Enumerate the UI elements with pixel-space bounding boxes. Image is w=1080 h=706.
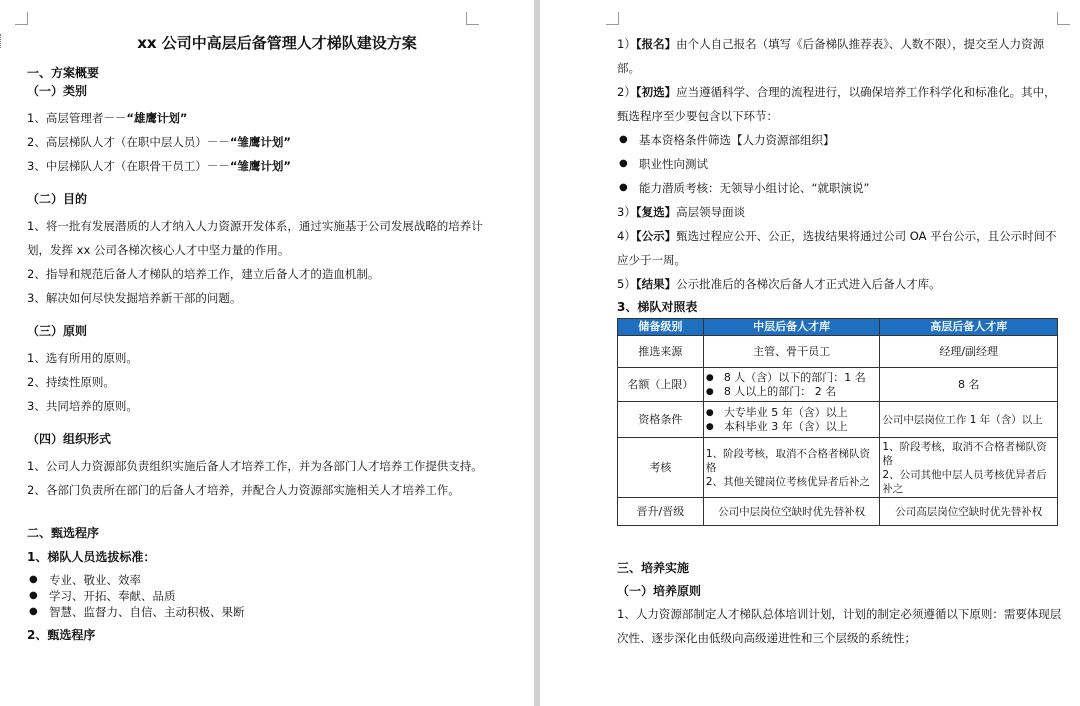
list-item: ● 职业性向测试 — [617, 152, 1062, 176]
table-cell: 公司中层岗位空缺时优先替补权 — [703, 498, 880, 526]
paragraph: 2、指导和规范后备人才梯队的培养工作，建立后备人才的造血机制。 — [27, 267, 380, 281]
table-cell: 晋升/晋级 — [618, 498, 704, 526]
cell-line: 1、阶段考核，取消不合格者梯队资格 — [705, 447, 870, 474]
paragraph: 3）【复选】高层领导面谈 — [617, 205, 746, 219]
subsection-heading: （一）培养原则 — [617, 584, 702, 598]
table-cell: 公司中层岗位工作 1 年（含）以上 — [880, 402, 1058, 438]
table-cell: 推选来源 — [618, 336, 704, 368]
paragraph: 2、各部门负责所在部门的后备人才培养，并配合人力资源部实施相关人才培养工作。 — [27, 483, 460, 497]
list-item: ● 能力潜质考核：无领导小组讨论、“就职演说” — [617, 176, 1062, 200]
subsection-heading: 1、梯队人员选拔标准： — [27, 550, 156, 564]
table-cell: 公司高层岗位空缺时优先替补权 — [880, 498, 1058, 526]
list-item: ● 本科毕业 3 年（含）以上 — [706, 420, 878, 434]
bullet-list — [27, 572, 497, 620]
table-header-cell: 中层后备人才库 — [703, 319, 880, 336]
cell-line: 2、公司其他中层人员考核优异者后补之 — [882, 468, 1047, 495]
paragraph: 2）【初选】应当遵循科学、合理的流程进行，以确保培养工作科学化和标准化。其中，甄选程序至少要包含以下环节： — [617, 85, 1056, 123]
table-cell — [703, 438, 880, 498]
page-corner-mark — [15, 12, 28, 25]
list-item: ● 8 人以上的部门： 2 名 — [706, 385, 878, 399]
bullet-list — [617, 128, 1062, 200]
section-heading: 二、甄选程序 — [27, 526, 100, 540]
list-item: ● 学习、开拓、奉献、品质 — [27, 588, 497, 604]
table-cell — [880, 438, 1058, 498]
table-cell: 名额（上限） — [618, 368, 704, 402]
paragraph: 1、公司人力资源部负责组织实施后备人才培养工作，并为各部门人才培养工作提供支持。 — [27, 459, 483, 473]
list-item: ● 智慧、监督力、自信、主动积极、果断 — [27, 604, 497, 620]
document-page-left — [0, 0, 534, 706]
table-row — [618, 368, 1058, 402]
paragraph: 1、高层管理者－－“雄鹰计划” — [27, 111, 188, 125]
page-corner-mark — [606, 12, 619, 25]
document-page-right — [540, 0, 1080, 706]
table-header-cell: 储备级别 — [618, 319, 704, 336]
table-row — [618, 498, 1058, 526]
subsection-heading: 2、甄选程序 — [27, 628, 96, 642]
table-cell — [703, 368, 880, 402]
table-row — [618, 336, 1058, 368]
table-row — [618, 438, 1058, 498]
table-cell: 经理/副经理 — [880, 336, 1058, 368]
list-item: ● 基本资格条件筛选【人力资源部组织】 — [617, 128, 1062, 152]
subsection-heading: （一）类别 — [27, 84, 88, 98]
text-cursor-marker — [0, 34, 4, 48]
section-heading: 一、方案概要 — [27, 66, 100, 80]
paragraph: 1）【报名】由个人自己报名（填写《后备梯队推荐表》、人数不限），提交至人力资源部。 — [617, 37, 1045, 75]
list-item: ● 8 人（含）以下的部门：1 名 — [706, 371, 878, 385]
table-cell: 主管、骨干员工 — [703, 336, 880, 368]
page-left-content[interactable] — [27, 32, 497, 650]
table-row — [618, 402, 1058, 438]
table-heading: 3、梯队对照表 — [617, 300, 698, 314]
subsection-heading: （四）组织形式 — [27, 432, 112, 446]
page-right-content[interactable] — [617, 32, 1062, 650]
paragraph: 3、共同培养的原则。 — [27, 399, 138, 413]
paragraph: 1、人力资源部制定人才梯队总体培训计划，计划的制定必须遵循以下原则：需要体现层次性、逐步深化由低级向高级递进性和三个层级的系统性； — [617, 607, 1062, 645]
list-item: ● 大专毕业 5 年（含）以上 — [706, 406, 878, 420]
paragraph: 5）【结果】公示批准后的各梯次后备人才正式进入后备人才库。 — [617, 277, 941, 291]
page-corner-mark — [466, 12, 479, 25]
paragraph: 2、高层梯队人才（在职中层人员）－－“雏鹰计划” — [27, 135, 291, 149]
paragraph: 1、选有所用的原则。 — [27, 351, 138, 365]
document-title: xx 公司中高层后备管理人才梯队建设方案 — [137, 34, 417, 52]
table-cell: 8 名 — [880, 368, 1058, 402]
cell-line: 1、阶段考核，取消不合格者梯队资格 — [882, 440, 1047, 467]
paragraph: 2、持续性原则。 — [27, 375, 115, 389]
subsection-heading: （二）目的 — [27, 192, 88, 206]
subsection-heading: （三）原则 — [27, 324, 88, 338]
table-header-row — [618, 319, 1058, 336]
paragraph: 3、解决如何尽快发掘培养新干部的问题。 — [27, 291, 242, 305]
table-cell — [703, 402, 880, 438]
page-corner-mark — [1057, 12, 1070, 25]
paragraph: 4）【公示】甄选过程应公开、公正，选拔结果将通过公司 OA 平台公示，且公示时间不应少于一周。 — [617, 229, 1057, 267]
comparison-table — [617, 318, 1058, 526]
paragraph: 3、中层梯队人才（在职骨干员工）－－“雏鹰计划” — [27, 159, 291, 173]
table-cell: 考核 — [618, 438, 704, 498]
table-header-cell: 高层后备人才库 — [880, 319, 1058, 336]
section-heading: 三、培养实施 — [617, 561, 690, 575]
cell-line: 2、其他关键岗位考核优异者后补之 — [705, 475, 870, 488]
list-item: ● 专业、敬业、效率 — [27, 572, 497, 588]
table-cell: 资格条件 — [618, 402, 704, 438]
paragraph: 1、将一批有发展潜质的人才纳入人力资源开发体系，通过实施基于公司发展战略的培养计划，发挥 xx 公司各梯次核心人才中坚力量的作用。 — [27, 219, 483, 257]
